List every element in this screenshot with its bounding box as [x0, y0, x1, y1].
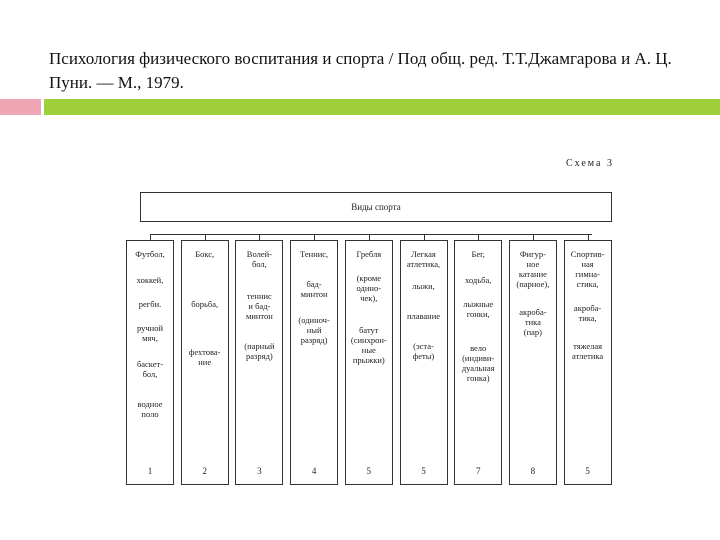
sport-item: акроба- тика, [573, 303, 602, 323]
sport-item: Волей- бол, [246, 249, 272, 269]
citation-text: Психология физического воспитания и спорта / Под общ. ред. Т.Т.Джамгарова и А. Ц. Пуни. — М., 1979. [49, 49, 672, 92]
connector-vertical [588, 234, 589, 240]
connector-vertical [424, 234, 425, 240]
column-number: 7 [475, 466, 481, 476]
sports-classification-diagram [118, 150, 622, 495]
sport-item: (эста- феты) [412, 341, 435, 361]
sport-item: баскет- бол, [136, 359, 164, 379]
sport-item: Бокс, [195, 249, 215, 259]
column-number: 3 [257, 466, 262, 476]
sport-item: плавание [406, 311, 441, 321]
sport-item: ходьба, [465, 275, 492, 285]
sport-column [400, 240, 448, 485]
connector-horizontal [150, 234, 592, 235]
sport-item: Фигур- ное катание (парное), [516, 249, 550, 289]
sport-item: хоккей, [136, 275, 164, 285]
column-number: 2 [202, 466, 207, 476]
sport-item: вело (индиви- дуальная гонка) [461, 343, 495, 383]
column-number: 4 [311, 466, 317, 476]
sport-item: Спортив- ная гимна- стика, [570, 249, 605, 289]
sport-item: Бег, [471, 249, 485, 259]
sport-item: Футбол, [135, 249, 165, 259]
sport-item: батут (синхрон- ные прыжки) [350, 325, 387, 365]
scheme-label: Схема 3 [565, 158, 614, 169]
column-number: 5 [421, 466, 426, 476]
connector-vertical [369, 234, 370, 240]
sport-item: водное поло [137, 399, 163, 419]
sport-item: акроба- тика (пар) [519, 307, 547, 337]
connector-vertical [150, 234, 151, 240]
sport-item: регби. [138, 299, 162, 309]
sport-item: Теннис, [300, 249, 329, 259]
sport-item: (кроме одино- чек), [356, 273, 382, 303]
column-number: 5 [585, 466, 590, 476]
connector-vertical [314, 234, 315, 240]
sport-item: теннис и бад- минтон [245, 291, 273, 321]
sport-column [235, 240, 283, 485]
sport-item: (одиноч- ный разряд) [298, 315, 330, 345]
sport-item: Гребля [356, 249, 382, 259]
sport-item: бад- минтон [300, 279, 328, 299]
sport-item: лыжные гонки, [463, 299, 494, 319]
decorative-green-bar [44, 99, 720, 115]
sport-item: фехтова- ние [188, 347, 221, 367]
connector-vertical [533, 234, 534, 240]
root-box [140, 192, 612, 222]
connector-vertical [205, 234, 206, 240]
sport-item: борьба, [191, 299, 219, 309]
sport-column [345, 240, 393, 485]
connector-vertical [259, 234, 260, 240]
root-label: Виды спорта [351, 202, 401, 212]
sport-item: ручной мяч, [136, 323, 163, 343]
sport-column [564, 240, 612, 485]
column-number: 1 [147, 466, 153, 476]
sport-column [454, 240, 502, 485]
decorative-pink-block [0, 99, 41, 115]
sport-item: Легкая атлетика, [406, 249, 441, 269]
sport-item: лыжи, [412, 281, 435, 291]
column-number: 8 [530, 466, 536, 476]
connector-vertical [478, 234, 479, 240]
sport-item: (парный разряд) [244, 341, 275, 361]
sport-item: тяжелая атлетика [572, 341, 604, 361]
sport-column [509, 240, 557, 485]
sport-column [126, 240, 174, 485]
column-number: 5 [366, 466, 372, 476]
sport-column [181, 240, 229, 485]
sport-column [290, 240, 338, 485]
